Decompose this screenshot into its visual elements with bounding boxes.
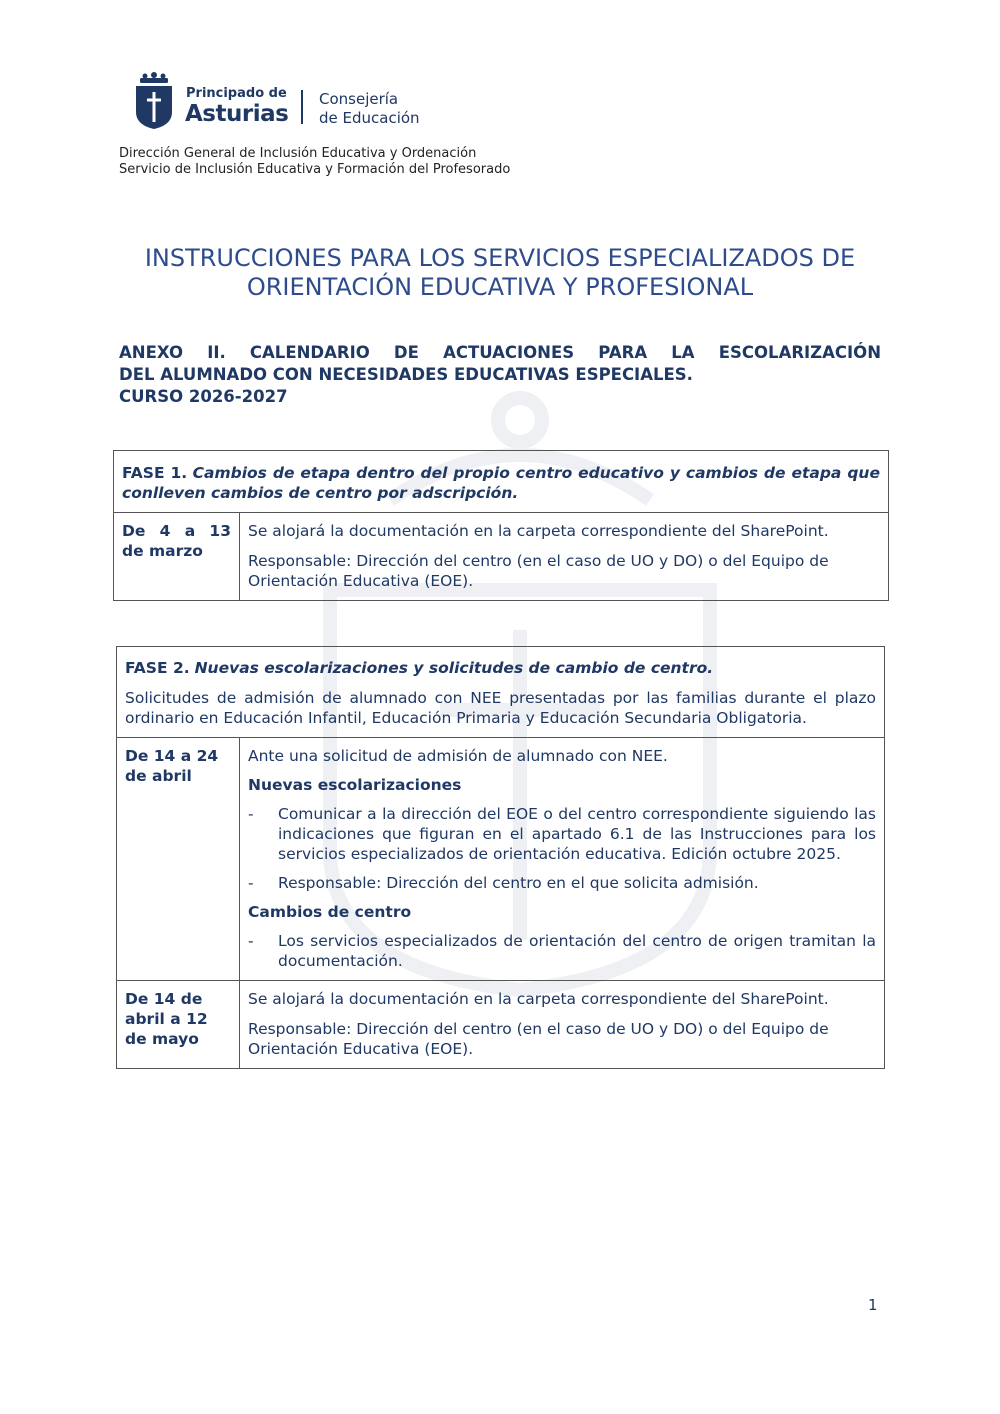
fase2-intro: Solicitudes de admisión de alumnado con NEE presentadas por las familias durante el plazo ordinario en Educación Infantil, Educación Primaria y Educación Secundaria Obligatoria. xyxy=(125,689,876,727)
fase2-title: Nuevas escolarizaciones y solicitudes de cambio de centro. xyxy=(194,659,714,677)
annex-heading xyxy=(119,342,881,408)
org-line-2: Servicio de Inclusión Educativa y Formación del Profesorado xyxy=(119,162,511,177)
fase2-label: FASE 2. xyxy=(125,659,190,677)
fase1-table xyxy=(113,450,889,601)
logo-principado-line2: Asturias xyxy=(185,101,289,127)
title-line-2: ORIENTACIÓN EDUCATIVA Y PROFESIONAL xyxy=(246,273,754,301)
fase2-row1-intro: Ante una solicitud de admisión de alumnado con NEE. xyxy=(248,747,668,765)
dash-icon: - xyxy=(248,805,254,823)
fase1-text2: Responsable: Dirección del centro (en el caso de UO y DO) o del Equipo de Orientación Educativa (EOE). xyxy=(248,552,829,590)
list-item xyxy=(248,804,876,864)
fase2-row2-content xyxy=(240,981,885,1069)
fase1-header-row xyxy=(114,451,889,513)
fase1-header-cell xyxy=(114,451,889,513)
org-line-1: Dirección General de Inclusión Educativa y Ordenación xyxy=(119,146,477,161)
dash-icon: - xyxy=(248,874,254,892)
fase1-date: De 4 a 13 de marzo xyxy=(114,513,240,601)
asturias-crest-icon xyxy=(134,72,174,130)
annex-line-3: CURSO 2026-2027 xyxy=(119,387,288,406)
page-number: 1 xyxy=(868,1296,878,1314)
fase2-header-row xyxy=(117,647,885,738)
table-row xyxy=(117,981,885,1069)
fase2-bullet3: Los servicios especializados de orientación del centro de origen tramitan la documentación. xyxy=(278,932,876,970)
document-title xyxy=(110,244,890,302)
organization-info xyxy=(119,146,510,178)
table-row xyxy=(117,738,885,981)
logo-separator xyxy=(301,90,303,124)
principado-logo xyxy=(134,72,434,132)
fase2-row2-date: De 14 de abril a 12 de mayo xyxy=(117,981,240,1069)
fase2-heading-nuevas: Nuevas escolarizaciones xyxy=(248,776,462,794)
fase2-row2-text1: Se alojará la documentación en la carpeta correspondiente del SharePoint. xyxy=(248,990,829,1008)
fase1-title: Cambios de etapa dentro del propio centro educativo y cambios de etapa que conlleven cambios de centro por adscripción. xyxy=(122,464,880,502)
annex-line-2: DEL ALUMNADO CON NECESIDADES EDUCATIVAS ESPECIALES. xyxy=(119,365,693,384)
table-row xyxy=(114,513,889,601)
title-line-1: INSTRUCCIONES PARA LOS SERVICIOS ESPECIALIZADOS DE xyxy=(144,244,856,272)
fase2-header-cell xyxy=(117,647,885,738)
fase2-row1-date: De 14 a 24 de abril xyxy=(117,738,240,981)
logo-consejeria-line2: de Educación xyxy=(319,109,420,127)
list-item xyxy=(248,931,876,971)
fase1-content xyxy=(240,513,889,601)
fase2-row1-content xyxy=(240,738,885,981)
fase2-table xyxy=(116,646,885,1069)
fase2-bullet2: Responsable: Dirección del centro en el que solicita admisión. xyxy=(278,874,759,892)
dash-icon: - xyxy=(248,932,254,950)
fase2-heading-cambios: Cambios de centro xyxy=(248,903,412,921)
list-item xyxy=(248,873,876,893)
fase2-row2-text2: Responsable: Dirección del centro (en el caso de UO y DO) o del Equipo de Orientación Educativa (EOE). xyxy=(248,1020,829,1058)
fase2-bullet1: Comunicar a la dirección del EOE o del centro correspondiente siguiendo las indicaciones que figuran en el apartado 6.1 de las Instrucciones para los servicios especializados de orientación educativa. Edición octubre 2025. xyxy=(278,805,876,863)
fase1-text1: Se alojará la documentación en la carpeta correspondiente del SharePoint. xyxy=(248,522,829,540)
annex-line-1: ANEXO II. CALENDARIO DE ACTUACIONES PARA LA ESCOLARIZACIÓN xyxy=(119,343,881,362)
logo-consejeria-line1: Consejería xyxy=(319,90,399,108)
logo-principado-line1: Principado de xyxy=(186,86,287,101)
fase1-label: FASE 1. xyxy=(122,464,188,482)
